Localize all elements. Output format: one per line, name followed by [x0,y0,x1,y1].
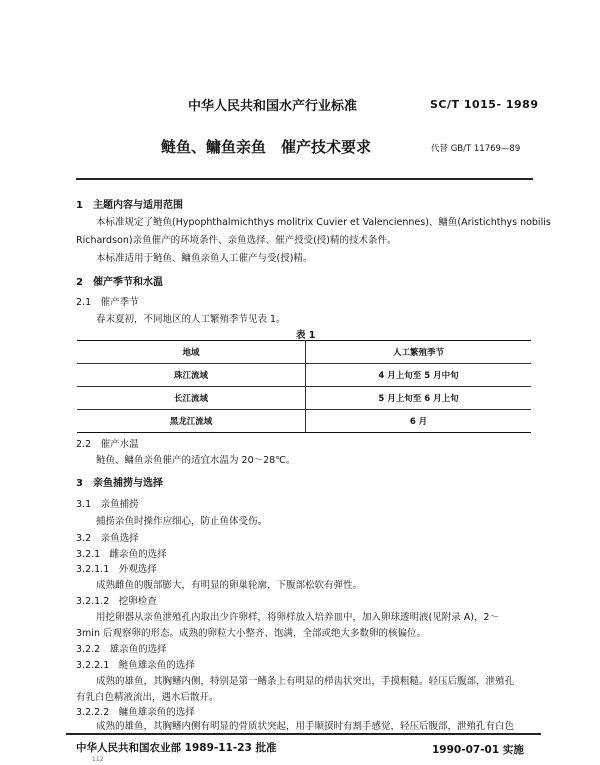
table-header-row [77,341,531,364]
section-3-2-2-1-text-b: 有乳白色精液流出，遇水后散开。 [76,692,219,703]
section-3-2-2-2-title: 3.2.2.2 鳙鱼雄亲鱼的选择 [76,707,195,718]
section-3-1-text: 捕捞亲鱼时操作应细心，防止鱼体受伤。 [96,516,268,527]
section-3-2-1-2-text-a: 用挖卵器从亲鱼泄殖孔内取出少许卵样，将卵样放入培养皿中，加入卵球透明液(见附录 A)，2～ [96,612,499,623]
table-header-region: 地域 [77,341,306,364]
table-cell-region: 长江流域 [77,387,306,410]
table-row [77,387,531,410]
table-header-season: 人工繁殖季节 [306,341,532,364]
section-3-heading: 3 亲鱼捕捞与选择 [76,478,163,489]
section-3-2-2-title: 3.2.2 雄亲鱼的选择 [76,644,167,655]
header-divider [76,178,533,180]
effective-date: 1990-07-01 实施 [432,744,524,756]
issuing-organization: 中华人民共和国水产行业标准 [188,99,358,114]
section-3-2-2-2-text: 成熟的雄鱼，其胸鳍内侧有明显的骨质状突起，用手顺摸时有割手感觉，轻压后腹部，泄殖孔有白色 [96,721,515,732]
section-2-1-title: 2.1 催产季节 [76,297,139,308]
section-3-2-2-1-text-a: 成熟的雄鱼，其胸鳍内侧，特别是第一鳍条上有明显的栉齿状突出，手摸粗糙。轻压后腹部，泄殖孔 [96,676,515,687]
section-1-paragraph-1b: Richardson)亲鱼催产的环境条件、亲鱼选择、催产授受(授)精的技术条件。 [76,235,397,246]
table-row [77,410,531,433]
section-3-2-2-1-title: 3.2.2.1 鲢鱼雄亲鱼的选择 [76,660,195,671]
page-mark: 112 [92,756,104,763]
section-2-2-title: 2.2 催产水温 [76,439,139,450]
document-title: 鲢鱼、鳙鱼亲鱼 催产技术要求 [161,138,372,156]
table-cell-season: 5 月上旬至 6 月上旬 [306,387,532,410]
section-3-2-title: 3.2 亲鱼选择 [76,533,139,544]
section-3-2-1-2-text-b: 3min 后观察卵的形态。成熟的卵粒大小整齐、饱满，全部或绝大多数卵的核偏位。 [76,628,426,639]
section-3-2-1-1-text: 成熟雌鱼的腹部膨大，有明显的卵巢轮廓，下腹部松软有弹性。 [96,580,363,591]
table-cell-region: 珠江流域 [77,364,306,387]
section-3-1-title: 3.1 亲鱼捕捞 [76,499,139,510]
footer-divider [66,733,541,735]
section-1-paragraph-2: 本标准适用于鲢鱼、鳙鱼亲鱼人工催产与受(授)精。 [96,253,313,264]
table-cell-season: 6 月 [306,410,532,433]
table-cell-season: 4 月上旬至 5 月中旬 [306,364,532,387]
section-3-2-1-1-title: 3.2.1.1 外观选择 [76,564,157,575]
table-cell-region: 黑龙江流域 [77,410,306,433]
section-2-heading: 2 催产季节和水温 [76,277,163,288]
standard-code: SC/T 1015- 1989 [430,98,539,111]
section-2-2-text: 鲢鱼、鳙鱼亲鱼催产的适宜水温为 20～28℃。 [96,455,296,466]
table-1 [77,340,531,433]
table-1-caption: 表 1 [296,330,316,341]
section-2-1-text: 春末夏初，不同地区的人工繁殖季节见表 1。 [96,314,286,325]
section-3-2-1-title: 3.2.1 雌亲鱼的选择 [76,549,167,560]
approval-date: 中华人民共和国农业部 1989-11-23 批准 [76,742,277,754]
section-3-2-1-2-title: 3.2.1.2 挖卵检查 [76,596,157,607]
section-1-paragraph-1a: 本标准规定了鲢鱼(Hypophthalmichthys molitrix Cuvier et Valenciennes)、鳙鱼(Aristichthys nobilis [96,217,551,228]
table-row [77,364,531,387]
section-1-heading: 1 主题内容与适用范围 [76,200,183,211]
replaces-standard: 代替 GB/T 11769—89 [431,144,521,154]
